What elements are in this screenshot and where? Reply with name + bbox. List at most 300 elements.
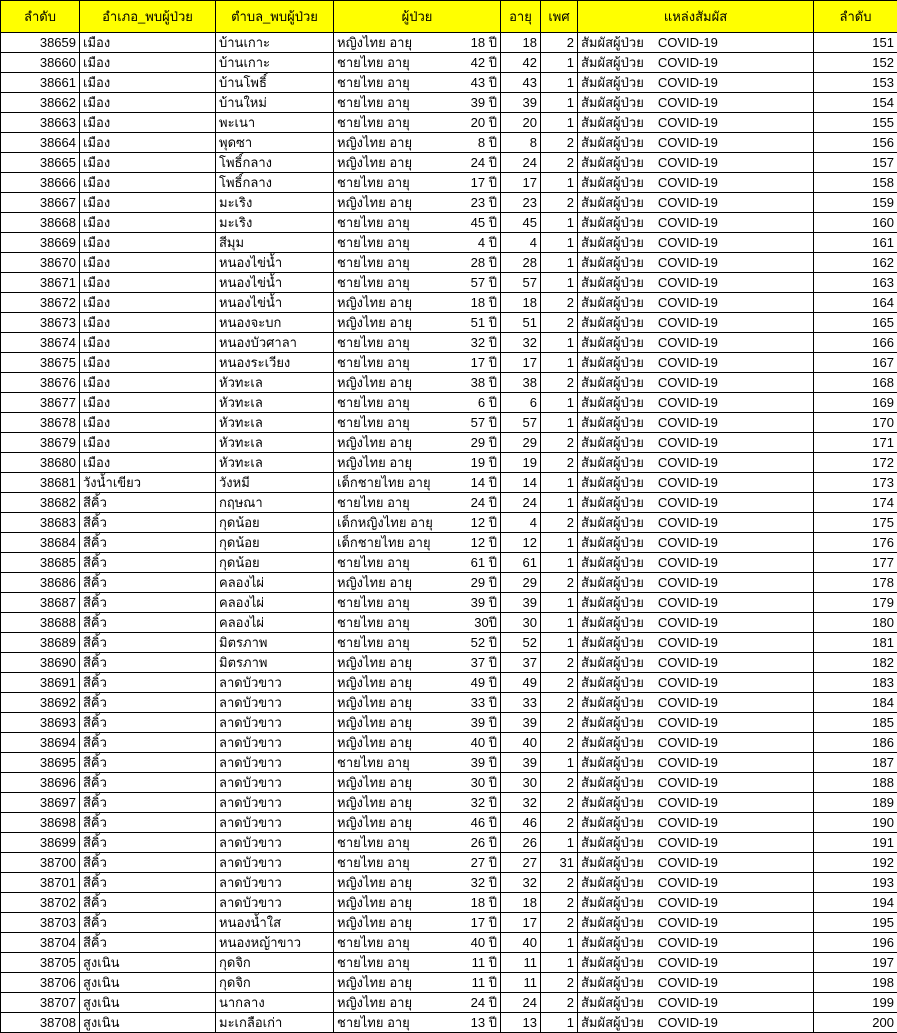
sex-cell[interactable]: 2 — [541, 513, 578, 533]
age-cell[interactable]: 17 — [501, 353, 541, 373]
case-id-cell[interactable]: 38703 — [1, 913, 80, 933]
subdistrict-cell[interactable]: ลาดบัวขาว — [216, 833, 334, 853]
case-id-cell[interactable]: 38680 — [1, 453, 80, 473]
patient-cell[interactable] — [334, 293, 501, 313]
case-id-cell[interactable]: 38664 — [1, 133, 80, 153]
age-cell[interactable]: 18 — [501, 33, 541, 53]
subdistrict-cell[interactable]: หัวทะเล — [216, 413, 334, 433]
age-cell[interactable]: 39 — [501, 713, 541, 733]
age-cell[interactable]: 30 — [501, 773, 541, 793]
district-cell[interactable]: เมือง — [80, 253, 216, 273]
header-order[interactable]: ลำดับ — [1, 1, 80, 33]
seq-cell[interactable]: 180 — [814, 613, 897, 633]
district-cell[interactable]: สีคิ้ว — [80, 633, 216, 653]
sex-cell[interactable]: 1 — [541, 173, 578, 193]
patient-cell[interactable] — [334, 773, 501, 793]
sex-cell[interactable]: 1 — [541, 633, 578, 653]
case-id-cell[interactable]: 38689 — [1, 633, 80, 653]
subdistrict-cell[interactable]: โพธิ์กลาง — [216, 173, 334, 193]
patient-cell[interactable] — [334, 273, 501, 293]
contact-cell[interactable] — [578, 913, 814, 933]
contact-cell[interactable] — [578, 473, 814, 493]
subdistrict-cell[interactable]: ลาดบัวขาว — [216, 873, 334, 893]
patient-cell[interactable] — [334, 533, 501, 553]
patient-cell[interactable] — [334, 393, 501, 413]
sex-cell[interactable]: 1 — [541, 333, 578, 353]
case-id-cell[interactable]: 38672 — [1, 293, 80, 313]
subdistrict-cell[interactable]: กุดน้อย — [216, 513, 334, 533]
seq-cell[interactable]: 157 — [814, 153, 897, 173]
patient-cell[interactable] — [334, 413, 501, 433]
district-cell[interactable]: สีคิ้ว — [80, 613, 216, 633]
age-cell[interactable]: 4 — [501, 513, 541, 533]
age-cell[interactable]: 18 — [501, 893, 541, 913]
contact-cell[interactable] — [578, 833, 814, 853]
subdistrict-cell[interactable]: หนองบัวศาลา — [216, 333, 334, 353]
contact-cell[interactable] — [578, 813, 814, 833]
age-cell[interactable]: 46 — [501, 813, 541, 833]
patient-cell[interactable] — [334, 453, 501, 473]
seq-cell[interactable]: 184 — [814, 693, 897, 713]
subdistrict-cell[interactable]: มะเกลือเก่า — [216, 1013, 334, 1033]
district-cell[interactable]: สีคิ้ว — [80, 653, 216, 673]
contact-cell[interactable] — [578, 553, 814, 573]
age-cell[interactable]: 19 — [501, 453, 541, 473]
age-cell[interactable]: 39 — [501, 593, 541, 613]
patient-cell[interactable] — [334, 893, 501, 913]
contact-cell[interactable] — [578, 773, 814, 793]
subdistrict-cell[interactable]: ลาดบัวขาว — [216, 793, 334, 813]
contact-cell[interactable] — [578, 693, 814, 713]
sex-cell[interactable]: 1 — [541, 353, 578, 373]
seq-cell[interactable]: 153 — [814, 73, 897, 93]
subdistrict-cell[interactable]: ลาดบัวขาว — [216, 693, 334, 713]
subdistrict-cell[interactable]: ลาดบัวขาว — [216, 813, 334, 833]
patient-cell[interactable] — [334, 953, 501, 973]
case-id-cell[interactable]: 38695 — [1, 753, 80, 773]
sex-cell[interactable]: 1 — [541, 273, 578, 293]
contact-cell[interactable] — [578, 753, 814, 773]
seq-cell[interactable]: 156 — [814, 133, 897, 153]
case-id-cell[interactable]: 38700 — [1, 853, 80, 873]
subdistrict-cell[interactable]: พุดซา — [216, 133, 334, 153]
district-cell[interactable]: เมือง — [80, 133, 216, 153]
district-cell[interactable]: เมือง — [80, 193, 216, 213]
contact-cell[interactable] — [578, 993, 814, 1013]
age-cell[interactable]: 38 — [501, 373, 541, 393]
contact-cell[interactable] — [578, 33, 814, 53]
subdistrict-cell[interactable]: กุดน้อย — [216, 533, 334, 553]
patient-cell[interactable] — [334, 653, 501, 673]
case-id-cell[interactable]: 38687 — [1, 593, 80, 613]
seq-cell[interactable]: 198 — [814, 973, 897, 993]
subdistrict-cell[interactable]: ลาดบัวขาว — [216, 713, 334, 733]
age-cell[interactable]: 40 — [501, 733, 541, 753]
patient-cell[interactable] — [334, 313, 501, 333]
age-cell[interactable]: 17 — [501, 173, 541, 193]
header-patient[interactable]: ผู้ป่วย — [334, 1, 501, 33]
sex-cell[interactable]: 2 — [541, 33, 578, 53]
subdistrict-cell[interactable]: ลาดบัวขาว — [216, 773, 334, 793]
sex-cell[interactable]: 2 — [541, 153, 578, 173]
district-cell[interactable]: สูงเนิน — [80, 953, 216, 973]
contact-cell[interactable] — [578, 333, 814, 353]
district-cell[interactable]: เมือง — [80, 433, 216, 453]
seq-cell[interactable]: 191 — [814, 833, 897, 853]
age-cell[interactable]: 29 — [501, 573, 541, 593]
seq-cell[interactable]: 163 — [814, 273, 897, 293]
district-cell[interactable]: เมือง — [80, 153, 216, 173]
case-id-cell[interactable]: 38704 — [1, 933, 80, 953]
contact-cell[interactable] — [578, 573, 814, 593]
seq-cell[interactable]: 176 — [814, 533, 897, 553]
subdistrict-cell[interactable]: หนองไข่น้ำ — [216, 293, 334, 313]
contact-cell[interactable] — [578, 633, 814, 653]
district-cell[interactable]: เมือง — [80, 233, 216, 253]
case-id-cell[interactable]: 38688 — [1, 613, 80, 633]
case-id-cell[interactable]: 38674 — [1, 333, 80, 353]
district-cell[interactable]: สีคิ้ว — [80, 713, 216, 733]
seq-cell[interactable]: 190 — [814, 813, 897, 833]
subdistrict-cell[interactable]: หัวทะเล — [216, 433, 334, 453]
case-id-cell[interactable]: 38701 — [1, 873, 80, 893]
subdistrict-cell[interactable]: หัวทะเล — [216, 453, 334, 473]
seq-cell[interactable]: 159 — [814, 193, 897, 213]
sex-cell[interactable]: 1 — [541, 833, 578, 853]
subdistrict-cell[interactable]: ลาดบัวขาว — [216, 893, 334, 913]
case-id-cell[interactable]: 38667 — [1, 193, 80, 213]
sex-cell[interactable]: 1 — [541, 553, 578, 573]
patient-cell[interactable] — [334, 1013, 501, 1033]
sex-cell[interactable]: 2 — [541, 813, 578, 833]
sex-cell[interactable]: 2 — [541, 573, 578, 593]
contact-cell[interactable] — [578, 253, 814, 273]
seq-cell[interactable]: 181 — [814, 633, 897, 653]
contact-cell[interactable] — [578, 973, 814, 993]
sex-cell[interactable]: 1 — [541, 933, 578, 953]
district-cell[interactable]: สีคิ้ว — [80, 913, 216, 933]
patient-cell[interactable] — [334, 133, 501, 153]
age-cell[interactable]: 6 — [501, 393, 541, 413]
patient-cell[interactable] — [334, 993, 501, 1013]
case-id-cell[interactable]: 38686 — [1, 573, 80, 593]
contact-cell[interactable] — [578, 193, 814, 213]
subdistrict-cell[interactable]: ลาดบัวขาว — [216, 733, 334, 753]
subdistrict-cell[interactable]: โพธิ์กลาง — [216, 153, 334, 173]
district-cell[interactable]: สีคิ้ว — [80, 833, 216, 853]
contact-cell[interactable] — [578, 733, 814, 753]
district-cell[interactable]: วังน้ำเขียว — [80, 473, 216, 493]
sex-cell[interactable]: 1 — [541, 233, 578, 253]
age-cell[interactable]: 11 — [501, 953, 541, 973]
age-cell[interactable]: 57 — [501, 413, 541, 433]
district-cell[interactable]: สีคิ้ว — [80, 673, 216, 693]
district-cell[interactable]: เมือง — [80, 413, 216, 433]
patient-cell[interactable] — [334, 93, 501, 113]
seq-cell[interactable]: 195 — [814, 913, 897, 933]
contact-cell[interactable] — [578, 373, 814, 393]
subdistrict-cell[interactable]: บ้านเกาะ — [216, 53, 334, 73]
age-cell[interactable]: 24 — [501, 993, 541, 1013]
patient-cell[interactable] — [334, 713, 501, 733]
patient-cell[interactable] — [334, 513, 501, 533]
age-cell[interactable]: 8 — [501, 133, 541, 153]
contact-cell[interactable] — [578, 893, 814, 913]
subdistrict-cell[interactable]: หัวทะเล — [216, 393, 334, 413]
header-district[interactable]: อำเภอ_พบผู้ป่วย — [80, 1, 216, 33]
sex-cell[interactable]: 2 — [541, 433, 578, 453]
contact-cell[interactable] — [578, 133, 814, 153]
seq-cell[interactable]: 166 — [814, 333, 897, 353]
seq-cell[interactable]: 183 — [814, 673, 897, 693]
subdistrict-cell[interactable]: หนองไข่น้ำ — [216, 253, 334, 273]
sex-cell[interactable]: 1 — [541, 113, 578, 133]
patient-cell[interactable] — [334, 753, 501, 773]
age-cell[interactable]: 49 — [501, 673, 541, 693]
sex-cell[interactable]: 1 — [541, 73, 578, 93]
case-id-cell[interactable]: 38707 — [1, 993, 80, 1013]
age-cell[interactable]: 40 — [501, 933, 541, 953]
case-id-cell[interactable]: 38668 — [1, 213, 80, 233]
district-cell[interactable]: สีคิ้ว — [80, 513, 216, 533]
patient-cell[interactable] — [334, 53, 501, 73]
age-cell[interactable]: 24 — [501, 493, 541, 513]
seq-cell[interactable]: 174 — [814, 493, 897, 513]
subdistrict-cell[interactable]: มะเริง — [216, 193, 334, 213]
seq-cell[interactable]: 200 — [814, 1013, 897, 1033]
seq-cell[interactable]: 187 — [814, 753, 897, 773]
contact-cell[interactable] — [578, 313, 814, 333]
patient-cell[interactable] — [334, 633, 501, 653]
district-cell[interactable]: เมือง — [80, 313, 216, 333]
case-id-cell[interactable]: 38659 — [1, 33, 80, 53]
header-sex[interactable]: เพศ — [541, 1, 578, 33]
subdistrict-cell[interactable]: กุดจิก — [216, 953, 334, 973]
case-id-cell[interactable]: 38681 — [1, 473, 80, 493]
sex-cell[interactable]: 1 — [541, 253, 578, 273]
district-cell[interactable]: สีคิ้ว — [80, 493, 216, 513]
case-id-cell[interactable]: 38661 — [1, 73, 80, 93]
seq-cell[interactable]: 171 — [814, 433, 897, 453]
seq-cell[interactable]: 164 — [814, 293, 897, 313]
case-id-cell[interactable]: 38692 — [1, 693, 80, 713]
age-cell[interactable]: 43 — [501, 73, 541, 93]
sex-cell[interactable]: 2 — [541, 673, 578, 693]
sex-cell[interactable]: 2 — [541, 773, 578, 793]
patient-cell[interactable] — [334, 553, 501, 573]
sex-cell[interactable]: 1 — [541, 393, 578, 413]
patient-cell[interactable] — [334, 613, 501, 633]
district-cell[interactable]: เมือง — [80, 293, 216, 313]
case-id-cell[interactable]: 38699 — [1, 833, 80, 853]
seq-cell[interactable]: 151 — [814, 33, 897, 53]
subdistrict-cell[interactable]: บ้านเกาะ — [216, 33, 334, 53]
seq-cell[interactable]: 173 — [814, 473, 897, 493]
contact-cell[interactable] — [578, 933, 814, 953]
contact-cell[interactable] — [578, 493, 814, 513]
age-cell[interactable]: 13 — [501, 1013, 541, 1033]
seq-cell[interactable]: 192 — [814, 853, 897, 873]
patient-cell[interactable] — [334, 213, 501, 233]
district-cell[interactable]: สูงเนิน — [80, 1013, 216, 1033]
patient-cell[interactable] — [334, 433, 501, 453]
seq-cell[interactable]: 199 — [814, 993, 897, 1013]
contact-cell[interactable] — [578, 153, 814, 173]
district-cell[interactable]: สีคิ้ว — [80, 733, 216, 753]
seq-cell[interactable]: 193 — [814, 873, 897, 893]
patient-cell[interactable] — [334, 833, 501, 853]
patient-cell[interactable] — [334, 573, 501, 593]
seq-cell[interactable]: 161 — [814, 233, 897, 253]
patient-cell[interactable] — [334, 33, 501, 53]
patient-cell[interactable] — [334, 593, 501, 613]
sex-cell[interactable]: 2 — [541, 893, 578, 913]
subdistrict-cell[interactable]: ลาดบัวขาว — [216, 673, 334, 693]
age-cell[interactable]: 27 — [501, 853, 541, 873]
contact-cell[interactable] — [578, 433, 814, 453]
district-cell[interactable]: สีคิ้ว — [80, 693, 216, 713]
contact-cell[interactable] — [578, 673, 814, 693]
patient-cell[interactable] — [334, 113, 501, 133]
patient-cell[interactable] — [334, 853, 501, 873]
seq-cell[interactable]: 165 — [814, 313, 897, 333]
subdistrict-cell[interactable]: กฤษณา — [216, 493, 334, 513]
sex-cell[interactable]: 2 — [541, 913, 578, 933]
contact-cell[interactable] — [578, 453, 814, 473]
case-id-cell[interactable]: 38662 — [1, 93, 80, 113]
district-cell[interactable]: เมือง — [80, 33, 216, 53]
subdistrict-cell[interactable]: พะเนา — [216, 113, 334, 133]
case-id-cell[interactable]: 38693 — [1, 713, 80, 733]
seq-cell[interactable]: 182 — [814, 653, 897, 673]
patient-cell[interactable] — [334, 873, 501, 893]
patient-cell[interactable] — [334, 933, 501, 953]
district-cell[interactable]: เมือง — [80, 113, 216, 133]
patient-cell[interactable] — [334, 193, 501, 213]
age-cell[interactable]: 12 — [501, 533, 541, 553]
patient-cell[interactable] — [334, 693, 501, 713]
subdistrict-cell[interactable]: หนองไข่น้ำ — [216, 273, 334, 293]
case-id-cell[interactable]: 38673 — [1, 313, 80, 333]
seq-cell[interactable]: 152 — [814, 53, 897, 73]
seq-cell[interactable]: 185 — [814, 713, 897, 733]
subdistrict-cell[interactable]: บ้านโพธิ์ — [216, 73, 334, 93]
contact-cell[interactable] — [578, 653, 814, 673]
district-cell[interactable]: สีคิ้ว — [80, 753, 216, 773]
district-cell[interactable]: สีคิ้ว — [80, 793, 216, 813]
sex-cell[interactable]: 2 — [541, 373, 578, 393]
sex-cell[interactable]: 1 — [541, 213, 578, 233]
subdistrict-cell[interactable]: มะเริง — [216, 213, 334, 233]
case-id-cell[interactable]: 38665 — [1, 153, 80, 173]
seq-cell[interactable]: 158 — [814, 173, 897, 193]
contact-cell[interactable] — [578, 213, 814, 233]
case-id-cell[interactable]: 38663 — [1, 113, 80, 133]
district-cell[interactable]: สีคิ้ว — [80, 853, 216, 873]
seq-cell[interactable]: 175 — [814, 513, 897, 533]
subdistrict-cell[interactable]: มิตรภาพ — [216, 633, 334, 653]
district-cell[interactable]: เมือง — [80, 53, 216, 73]
patient-cell[interactable] — [334, 253, 501, 273]
district-cell[interactable]: สีคิ้ว — [80, 873, 216, 893]
contact-cell[interactable] — [578, 513, 814, 533]
seq-cell[interactable]: 172 — [814, 453, 897, 473]
district-cell[interactable]: สีคิ้ว — [80, 553, 216, 573]
sex-cell[interactable]: 2 — [541, 293, 578, 313]
district-cell[interactable]: สูงเนิน — [80, 993, 216, 1013]
district-cell[interactable]: เมือง — [80, 213, 216, 233]
district-cell[interactable]: เมือง — [80, 273, 216, 293]
sex-cell[interactable]: 2 — [541, 133, 578, 153]
header-subdistrict[interactable]: ตำบล_พบผู้ป่วย — [216, 1, 334, 33]
subdistrict-cell[interactable]: นากลาง — [216, 993, 334, 1013]
case-id-cell[interactable]: 38670 — [1, 253, 80, 273]
sex-cell[interactable]: 2 — [541, 713, 578, 733]
patient-cell[interactable] — [334, 173, 501, 193]
subdistrict-cell[interactable]: กุดน้อย — [216, 553, 334, 573]
contact-cell[interactable] — [578, 593, 814, 613]
contact-cell[interactable] — [578, 393, 814, 413]
age-cell[interactable]: 39 — [501, 93, 541, 113]
case-id-cell[interactable]: 38705 — [1, 953, 80, 973]
district-cell[interactable]: สีคิ้ว — [80, 593, 216, 613]
subdistrict-cell[interactable]: หนองหญ้าขาว — [216, 933, 334, 953]
subdistrict-cell[interactable]: สีมุม — [216, 233, 334, 253]
contact-cell[interactable] — [578, 173, 814, 193]
case-id-cell[interactable]: 38694 — [1, 733, 80, 753]
sex-cell[interactable]: 1 — [541, 593, 578, 613]
case-id-cell[interactable]: 38684 — [1, 533, 80, 553]
contact-cell[interactable] — [578, 93, 814, 113]
patient-cell[interactable] — [334, 73, 501, 93]
sex-cell[interactable]: 2 — [541, 453, 578, 473]
seq-cell[interactable]: 177 — [814, 553, 897, 573]
subdistrict-cell[interactable]: หนองระเวียง — [216, 353, 334, 373]
age-cell[interactable]: 17 — [501, 913, 541, 933]
age-cell[interactable]: 33 — [501, 693, 541, 713]
case-id-cell[interactable]: 38697 — [1, 793, 80, 813]
case-id-cell[interactable]: 38677 — [1, 393, 80, 413]
sex-cell[interactable]: 2 — [541, 973, 578, 993]
age-cell[interactable]: 32 — [501, 873, 541, 893]
district-cell[interactable]: สีคิ้ว — [80, 893, 216, 913]
case-id-cell[interactable]: 38679 — [1, 433, 80, 453]
sex-cell[interactable]: 1 — [541, 533, 578, 553]
district-cell[interactable]: เมือง — [80, 73, 216, 93]
seq-cell[interactable]: 169 — [814, 393, 897, 413]
case-id-cell[interactable]: 38696 — [1, 773, 80, 793]
patient-cell[interactable] — [334, 493, 501, 513]
district-cell[interactable]: สีคิ้ว — [80, 773, 216, 793]
seq-cell[interactable]: 189 — [814, 793, 897, 813]
contact-cell[interactable] — [578, 353, 814, 373]
contact-cell[interactable] — [578, 413, 814, 433]
patient-cell[interactable] — [334, 353, 501, 373]
case-id-cell[interactable]: 38676 — [1, 373, 80, 393]
case-id-cell[interactable]: 38669 — [1, 233, 80, 253]
case-id-cell[interactable]: 38683 — [1, 513, 80, 533]
district-cell[interactable]: เมือง — [80, 453, 216, 473]
sex-cell[interactable]: 1 — [541, 953, 578, 973]
district-cell[interactable]: เมือง — [80, 353, 216, 373]
age-cell[interactable]: 45 — [501, 213, 541, 233]
district-cell[interactable]: เมือง — [80, 93, 216, 113]
case-id-cell[interactable]: 38702 — [1, 893, 80, 913]
sex-cell[interactable]: 1 — [541, 413, 578, 433]
contact-cell[interactable] — [578, 113, 814, 133]
seq-cell[interactable]: 179 — [814, 593, 897, 613]
district-cell[interactable]: สีคิ้ว — [80, 533, 216, 553]
